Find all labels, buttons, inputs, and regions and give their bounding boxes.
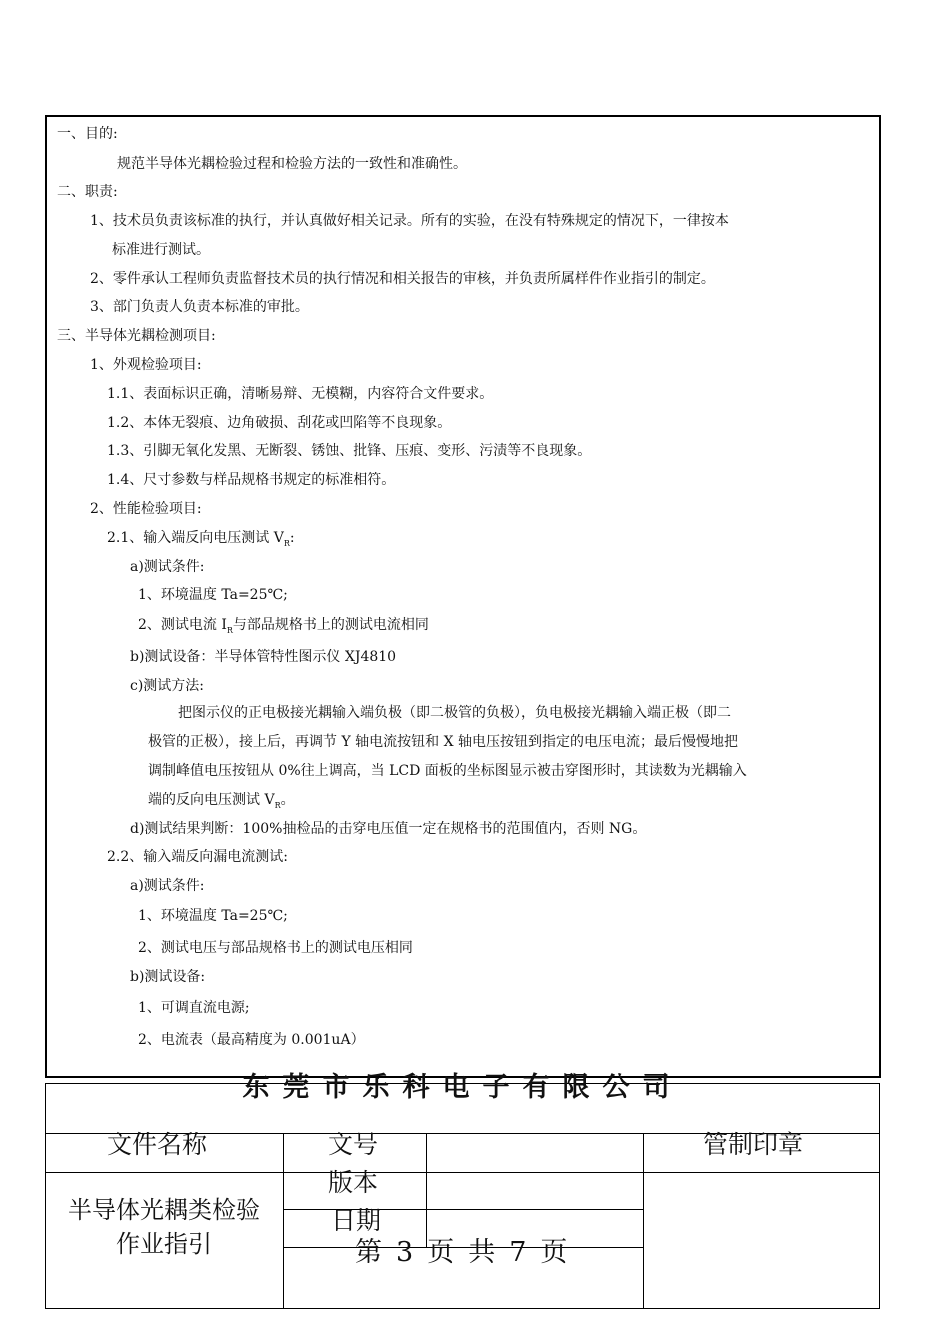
footer-border-right: [879, 1083, 880, 1309]
doc-number-label: 文号: [328, 1130, 379, 1159]
condition-2-2: 2、测试电压与部品规格书上的测试电压相同: [138, 940, 413, 956]
document-name: [45, 1193, 283, 1261]
section-2-item-1: 1、技术员负责该标准的执行，并认真做好相关记录。所有的实验，在没有特殊规定的情况下，一律按本: [90, 213, 729, 229]
test-method-label: c)测试方法:: [130, 678, 205, 694]
test-equipment-1: b)测试设备：半导体管特性图示仪 XJ4810: [130, 649, 397, 665]
test-conditions-label: a)测试条件:: [130, 559, 205, 575]
section-3-2-title: 2、性能检验项目:: [90, 501, 202, 517]
footer-table: [45, 1072, 880, 1309]
control-stamp-label: 管制印章: [703, 1130, 804, 1159]
footer-col-line-2: [426, 1133, 427, 1247]
test-method-paragraph: 把图示仪的正电极接光耦输入端负极（即二极管的负极），负电极接光耦输入端正极（即二 极管的正极），接上后，再调节 Y 轴电流按钮和 X 轴电压按钮到指定的电压电流；最后慢慢地把 调制峰值电压按钮从 0%往上调高，当 LCD 面板的坐标图显示被击穿图形时，其读数为光耦输入 端的反向电压测试 $V_R$。: [148, 705, 747, 810]
test-conditions-label-2: a)测试条件:: [130, 878, 205, 894]
section-1-text: 规范半导体光耦检验过程和检验方法的一致性和准确性。: [117, 156, 467, 172]
file-name-label: 文件名称: [107, 1130, 208, 1159]
page-number-info: 第 3 页 共 7 页: [355, 1237, 568, 1268]
condition-2: 2、测试电流 $I_R$与部品规格书上的测试电流相同: [138, 617, 429, 635]
section-3-1-4: 1.4、尺寸参数与样品规格书规定的标准相符。: [107, 472, 396, 488]
section-3-1-title: 1、外观检验项目:: [90, 357, 202, 373]
total-pages: 7: [509, 1237, 527, 1268]
section-2-item-1-cont: 标准进行测试。: [112, 242, 210, 258]
test-judgement: d)测试结果判断：100%抽检品的击穿电压值一定在规格书的范围值内，否则 NG。: [130, 821, 647, 837]
equipment-2-2: 2、电流表（最高精度为 0.001uA）: [138, 1032, 365, 1048]
footer-row-line-2: [45, 1172, 880, 1173]
condition-2-1: 1、环境温度 Ta=25℃;: [138, 908, 288, 924]
section-3-title: 三、半导体光耦检测项目:: [57, 328, 216, 344]
section-3-1-3: 1.3、引脚无氧化发黑、无断裂、锈蚀、批锋、压痕、变形、污渍等不良现象。: [107, 443, 592, 459]
document-name-line-2: 作业指引: [116, 1230, 212, 1258]
current-page: 3: [396, 1237, 414, 1268]
section-2-title: 二、职责:: [57, 184, 118, 200]
equipment-2-1: 1、可调直流电源;: [138, 1000, 250, 1016]
section-2-item-2: 2、零件承认工程师负责监督技术员的执行情况和相关报告的审核，并负责所属样件作业指引的制定。: [90, 271, 715, 287]
footer-col-line-1: [283, 1133, 284, 1309]
date-label: 日期: [331, 1206, 382, 1235]
section-1-title: 一、目的:: [57, 126, 118, 142]
document-name-line-1: 半导体光耦类检验: [68, 1196, 260, 1224]
footer-border-bottom: [45, 1308, 880, 1309]
condition-1: 1、环境温度 Ta=25℃;: [138, 587, 288, 603]
footer-col-line-3: [643, 1133, 644, 1309]
section-3-1-2: 1.2、本体无裂痕、边角破损、刮花或凹陷等不良现象。: [107, 415, 452, 431]
section-3-1-1: 1.1、表面标识正确，清晰易辩、无模糊，内容符合文件要求。: [107, 386, 494, 402]
version-label: 版本: [328, 1168, 379, 1197]
section-2-item-3: 3、部门负责人负责本标准的审批。: [90, 299, 309, 315]
company-name: 东莞市乐科电子有限公司: [242, 1072, 683, 1103]
section-3-2-2-title: 2.2、输入端反向漏电流测试:: [107, 849, 288, 865]
test-equipment-label-2: b)测试设备:: [130, 969, 206, 985]
section-3-2-1-title: 2.1、输入端反向电压测试 $V_R$:: [107, 530, 295, 548]
